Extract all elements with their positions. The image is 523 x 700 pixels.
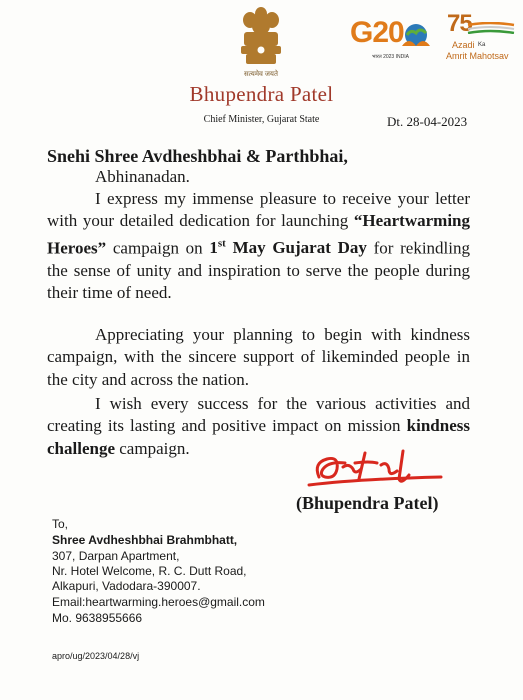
letter-date: Dt. 28-04-2023: [387, 114, 468, 129]
campaign-name: “Heartwarming Heroes”: [47, 211, 470, 258]
handwritten-signature: [305, 445, 445, 490]
recipient-email: Email:heartwarming.heroes@gmail.com: [52, 595, 265, 609]
address-line-2: Nr. Hotel Welcome, R. C. Dutt Road,: [52, 564, 247, 578]
letterhead-name: Bhupendra Patel: [189, 82, 334, 106]
salutation: Snehi Shree Avdheshbhai & Parthbhai,: [47, 146, 348, 166]
gujarat-day: [209, 238, 366, 257]
g20-subtitle: भारत 2023 INDIA: [372, 54, 409, 60]
p3-text-a: I wish every success for the various activities and creating its lasting and positive impact on mission: [47, 394, 470, 436]
recipient-mobile: Mo. 9638955666: [52, 611, 143, 625]
letterhead-designation: Chief Minister, Gujarat State: [203, 114, 320, 125]
day-number: 1: [209, 238, 218, 258]
address-to: To,: [52, 517, 69, 531]
address-line-1: 307, Darpan Apartment,: [52, 549, 180, 563]
reference-code: apro/ug/2023/04/28/vj: [52, 651, 140, 661]
kindness-challenge: kindness challenge: [47, 416, 470, 458]
signatory-name: (Bhupendra Patel): [296, 493, 439, 513]
p1-text-b: campaign on: [106, 238, 210, 258]
tricolor-stripes-icon: [466, 22, 516, 34]
address-line-3: Alkapuri, Vadodara-390007.: [52, 579, 201, 593]
g20-logo-text: G20: [350, 16, 404, 49]
emblem-motto: सत्यमेव जयते: [244, 70, 278, 78]
recipient-name: Shree Avdheshbhai Brahmbhatt,: [52, 533, 238, 547]
day-suffix: st: [217, 237, 226, 250]
p1-text-c: for rekindling the sense of unity and inspiration to serve the people during their time of need.: [47, 238, 470, 303]
lotus-earth-icon: [398, 22, 434, 52]
azadi-mahotsav-text: Amrit Mahotsav: [446, 51, 509, 61]
p3-text-b: campaign.: [115, 438, 190, 458]
paragraph-1: [47, 188, 470, 305]
paragraph-2: Appreciating your planning to begin with kindness campaign, with the sincere support of likeminded people in the city and across the nation.: [47, 325, 470, 389]
greeting: Abhinanadan.: [95, 167, 190, 186]
azadi-word: Azadi: [452, 40, 475, 50]
azadi-ka-word: Ka: [478, 42, 486, 48]
p1-text-a: I express my immense pleasure to receive your letter with your detailed dedication for launching: [47, 189, 470, 231]
azadi-75-text: 75: [447, 10, 472, 37]
day-rest: May Gujarat Day: [225, 238, 367, 258]
